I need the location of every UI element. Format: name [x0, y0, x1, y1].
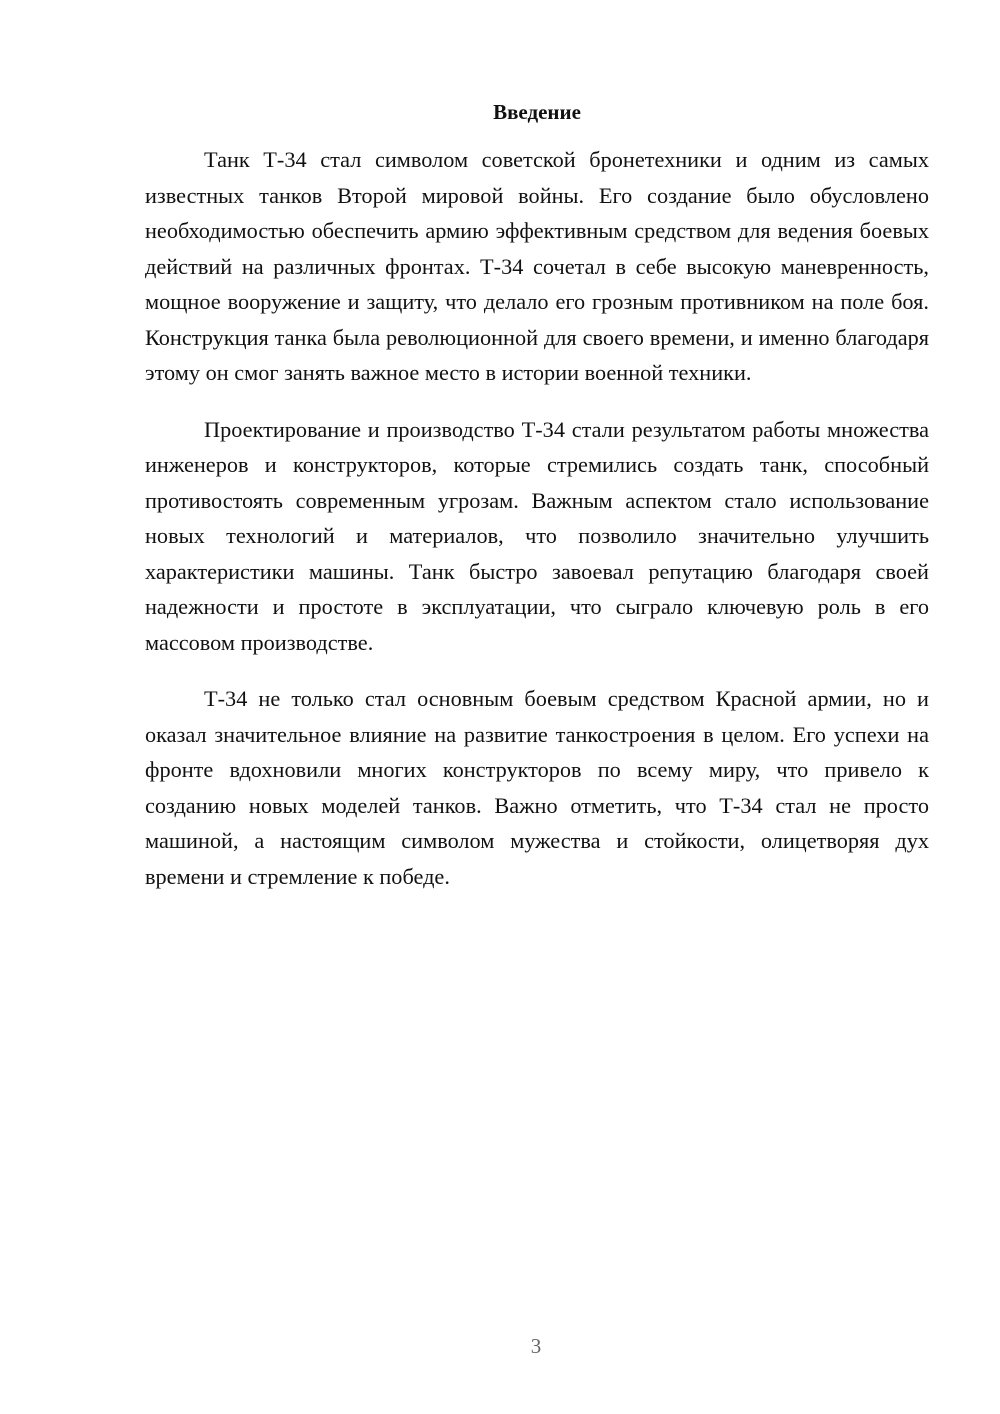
- paragraph-3: Т-34 не только стал основным боевым средством Красной армии, но и оказал значительное влияние на развитие танкостроения в целом. Его успехи на фронте вдохновили многих конструкторов по всему миру, что привело к созданию новых моделей танков. Важно отметить, что Т-34 стал не просто машиной, а настоящим символом мужества и стойкости, олицетворяя дух времени и стремление к победе.: [145, 686, 929, 889]
- page-number: 3: [530, 1334, 542, 1358]
- paragraph-2: Проектирование и производство Т-34 стали результатом работы множества инженеров и конструкторов, которые стремились создать танк, способный противостоять современным угрозам. Важным аспектом стало использование новых технологий и материалов, что позволило значительно улучшить характеристики машины. Танк быстро завоевал репутацию благодаря своей надежности и простоте в эксплуатации, что сыграло ключевую роль в его массовом производстве.: [145, 416, 929, 655]
- document-body: [145, 142, 929, 915]
- paragraph-1: Танк Т-34 стал символом советской бронетехники и одним из самых известных танков Второй мировой войны. Его создание было обусловлено необходимостью обеспечить армию эффективным средством для ведения боевых действий на различных фронтах. Т-34 сочетал в себе высокую маневренность, мощное вооружение и защиту, что делало его грозным противником на поле боя. Конструкция танка была революционной для своего времени, и именно благодаря этому он смог занять важное место в истории военной техники.: [145, 147, 929, 385]
- page-title: Введение: [493, 100, 581, 124]
